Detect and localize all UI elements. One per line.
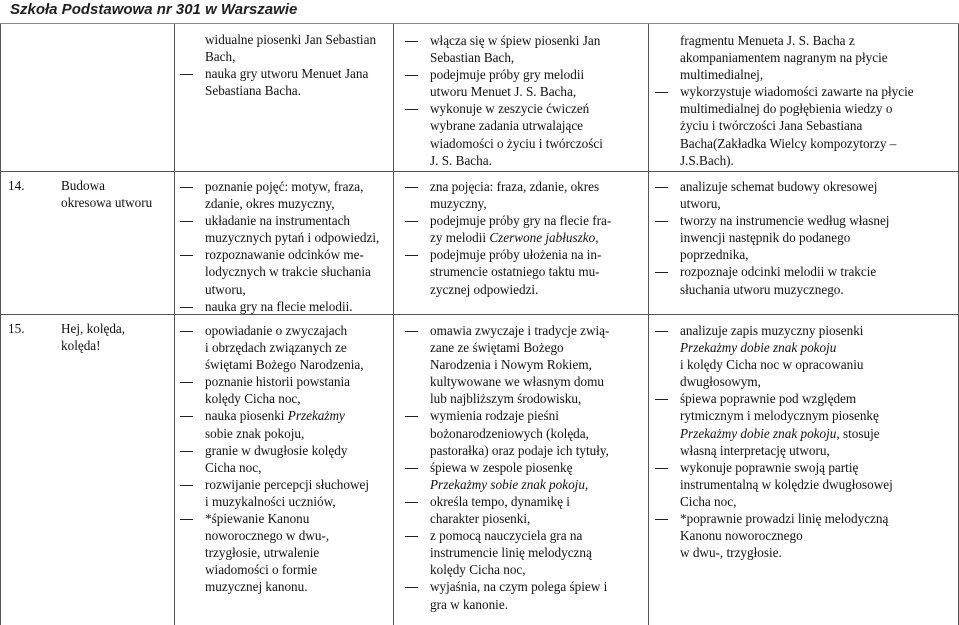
bullet-item xyxy=(180,373,369,390)
bullet-continuation xyxy=(405,152,603,169)
bullet-continuation xyxy=(405,263,611,280)
item-text: poznanie pojęć: motyw, fraza, xyxy=(205,179,364,194)
bullet-continuation xyxy=(405,442,609,459)
item-text: muzycznych pytań i odpowiedzi, xyxy=(205,230,380,246)
item-text-after: , stosuje xyxy=(836,425,880,441)
item-text: instrumencie linię melodyczną xyxy=(430,545,592,561)
item-text: charakter piosenki, xyxy=(430,511,531,527)
item-text: tworzy na instrumencie według własnej xyxy=(680,213,890,229)
item-text: Bach, xyxy=(205,49,236,65)
header-rule xyxy=(0,23,959,24)
item-text: *poprawnie prowadzi linię melodyczną xyxy=(680,511,889,527)
bullet-continuation xyxy=(655,49,914,66)
bullet-item xyxy=(180,298,379,315)
item-text: analizuje zapis muzyczny piosenki xyxy=(680,323,864,338)
bullet-continuation xyxy=(180,459,369,476)
item-text: podejmuje próby gry na flecie fra- xyxy=(430,213,612,229)
bullet-continuation xyxy=(655,407,893,424)
bullet-continuation xyxy=(405,476,609,493)
bullet-item xyxy=(180,212,379,229)
item-text: multimedialnej, xyxy=(680,67,764,83)
row2-col3 xyxy=(405,322,609,613)
bullet-item xyxy=(655,510,893,527)
item-text: Bacha(Zakładka Wielcy kompozytorzy – xyxy=(680,135,897,151)
bullet-item xyxy=(405,322,609,339)
item-text: lodycznych w trakcie słuchania xyxy=(205,264,371,280)
item-text: rozwijanie percepcji słuchowej xyxy=(205,476,370,492)
italic-title: Czerwone jabłuszko xyxy=(489,230,596,246)
item-text: słuchania utworu muzycznego. xyxy=(680,281,844,297)
item-text: inwencji następnik do podanego xyxy=(680,230,851,246)
bullet-continuation xyxy=(180,339,369,356)
item-text: pastorałka) oraz podaje ich tytuły, xyxy=(430,442,609,458)
item-text: wykorzystuje wiadomości zawarte na płycie xyxy=(680,84,914,100)
bullet-continuation xyxy=(180,356,369,373)
bullet-continuation xyxy=(180,561,369,578)
bullet-continuation xyxy=(655,339,893,356)
bullet-continuation xyxy=(405,195,611,212)
bullet-continuation xyxy=(180,31,376,48)
bullet-continuation xyxy=(405,373,609,390)
item-text: Cicha noc, xyxy=(680,493,737,509)
bullet-continuation xyxy=(655,117,914,134)
bullet-item xyxy=(405,32,603,49)
item-text: z pomocą nauczyciela gra na xyxy=(430,528,583,544)
bullet-continuation xyxy=(180,390,369,407)
item-text: utworu, xyxy=(680,196,721,212)
item-text: trzygłosie, utrwalenie xyxy=(205,545,320,561)
bullet-continuation xyxy=(180,425,369,442)
bullet-continuation xyxy=(180,195,379,212)
item-text: świętami Bożego Narodzenia, xyxy=(205,357,364,373)
item-text: noworocznego w dwu-, xyxy=(205,528,330,544)
item-text: kultywowane we własnym domu xyxy=(430,374,604,390)
item-text: omawia zwyczaje i tradycje zwią- xyxy=(430,323,610,338)
item-text: poprzednika, xyxy=(680,247,749,263)
item-text: utworu Menuet J. S. Bacha, xyxy=(430,84,577,100)
item-text: gra w kanonie. xyxy=(430,596,508,612)
table-column-divider xyxy=(648,24,649,625)
item-text: dwugłosowym, xyxy=(680,374,761,390)
italic-title: Przekażmy xyxy=(287,408,345,424)
page-header-title: Szkoła Podstawowa nr 301 w Warszawie xyxy=(10,1,298,18)
item-text: lub najbliższym środowisku, xyxy=(430,391,582,407)
row2-col2 xyxy=(180,322,369,596)
italic-title: Przekażmy sobie znak pokoju xyxy=(430,476,585,492)
bullet-continuation xyxy=(405,135,603,152)
row1-col3 xyxy=(405,178,611,298)
bullet-continuation xyxy=(405,510,609,527)
bullet-continuation xyxy=(655,356,893,373)
bullet-continuation xyxy=(405,49,603,66)
item-text: nauka gry na flecie melodii. xyxy=(205,298,353,314)
bullet-item xyxy=(405,527,609,544)
topic-line: Budowa xyxy=(61,178,105,193)
bullet-item xyxy=(655,390,893,407)
row0-col2 xyxy=(180,31,376,99)
row2-number: 15. xyxy=(8,321,25,336)
bullet-item xyxy=(180,322,369,339)
bullet-item xyxy=(405,212,611,229)
bullet-continuation xyxy=(655,100,914,117)
bullet-item xyxy=(655,178,889,195)
bullet-item xyxy=(655,263,889,280)
bullet-continuation xyxy=(405,596,609,613)
bullet-continuation xyxy=(655,195,889,212)
item-text: rytmicznym i melodycznym piosenkę xyxy=(680,408,879,424)
row1-col4 xyxy=(655,178,889,298)
item-text: podejmuje próby gry melodii xyxy=(430,67,585,83)
item-text: zy melodii xyxy=(430,230,490,246)
item-text: i muzykalności uczniów, xyxy=(205,493,336,509)
table-row-divider xyxy=(0,171,959,172)
item-text: Kanonu noworocznego xyxy=(680,528,803,544)
bullet-continuation xyxy=(655,32,914,49)
item-text: wykonuje w zeszycie ćwiczeń xyxy=(430,101,590,117)
table-column-divider xyxy=(174,24,175,625)
item-text: wykonuje poprawnie swoją partię xyxy=(680,459,859,475)
item-text: wybrane zadania utrwalające xyxy=(430,118,584,134)
bullet-continuation xyxy=(405,356,609,373)
item-text: akompaniamentem nagranym na płycie xyxy=(680,50,888,66)
item-text: kolędy Cicha noc, xyxy=(430,562,526,578)
bullet-continuation xyxy=(655,476,893,493)
item-text: własną interpretację utworu, xyxy=(680,442,830,458)
item-text: wymienia rodzaje pieśni xyxy=(430,408,559,424)
bullet-continuation xyxy=(180,544,369,561)
item-text: śpiewa poprawnie pod względem xyxy=(680,391,857,407)
item-text: zna pojęcia: fraza, zdanie, okres xyxy=(430,179,600,194)
item-text: fragmentu Menueta J. S. Bacha z xyxy=(680,33,855,48)
item-text: Sebastian Bach, xyxy=(430,50,515,66)
bullet-continuation xyxy=(180,229,379,246)
item-text: bożonarodzeniowych (kolęda, xyxy=(430,425,589,441)
row0-col4 xyxy=(655,32,914,169)
row1-col2 xyxy=(180,178,379,315)
item-text: życiu i twórczości Jana Sebastiana xyxy=(680,118,863,134)
bullet-continuation xyxy=(405,390,609,407)
bullet-item xyxy=(405,66,603,83)
bullet-item xyxy=(180,476,369,493)
row1-number: 14. xyxy=(8,178,25,193)
bullet-continuation xyxy=(655,373,893,390)
item-text: muzyczny, xyxy=(430,196,487,212)
item-text: strumencie ostatniego taktu mu- xyxy=(430,264,600,280)
item-text: kolędy Cicha noc, xyxy=(205,391,301,407)
bullet-item xyxy=(405,246,611,263)
bullet-item xyxy=(405,578,609,595)
bullet-continuation xyxy=(405,281,611,298)
item-text: i kolędy Cicha noc w opracowaniu xyxy=(680,357,864,373)
bullet-continuation xyxy=(655,66,914,83)
item-text: Narodzenia i Nowym Rokiem, xyxy=(430,357,592,373)
italic-title: Przekażmy dobie znak pokoju xyxy=(680,425,837,441)
bullet-item xyxy=(180,510,369,527)
item-text: podejmuje próby ułożenia na in- xyxy=(430,247,602,263)
table-column-divider xyxy=(393,24,394,625)
bullet-continuation xyxy=(655,425,893,442)
item-text: i obrzędach związanych ze xyxy=(205,340,347,356)
row2-col4 xyxy=(655,322,893,561)
bullet-continuation xyxy=(180,48,376,65)
item-text: układanie na instrumentach xyxy=(205,213,351,229)
bullet-item xyxy=(655,83,914,100)
bullet-continuation xyxy=(655,544,893,561)
topic-line: kolęda! xyxy=(61,338,101,354)
bullet-continuation xyxy=(405,229,611,246)
bullet-item xyxy=(405,178,611,195)
row2-topic xyxy=(61,320,125,354)
item-text: widualne piosenki Jan Sebastian xyxy=(205,32,377,47)
item-text: nauka piosenki xyxy=(205,408,288,424)
bullet-continuation xyxy=(180,281,379,298)
bullet-continuation xyxy=(180,578,369,595)
topic-line: Hej, kolęda, xyxy=(61,321,126,336)
bullet-continuation xyxy=(655,135,914,152)
bullet-item xyxy=(655,322,893,339)
bullet-item xyxy=(405,100,603,117)
bullet-item xyxy=(180,442,369,459)
item-text: nauka gry utworu Menuet Jana xyxy=(205,66,369,82)
item-text: Sebastiana Bacha. xyxy=(205,83,301,99)
bullet-continuation xyxy=(405,561,609,578)
bullet-continuation xyxy=(180,493,369,510)
item-text: multimedialnej do pogłębienia wiedzy o xyxy=(680,101,893,117)
item-text: rozpoznaje odcinki melodii w trakcie xyxy=(680,264,877,280)
row0-col3 xyxy=(405,32,603,169)
bullet-item xyxy=(180,65,376,82)
bullet-continuation xyxy=(655,493,893,510)
bullet-item xyxy=(180,246,379,263)
bullet-item xyxy=(405,459,609,476)
bullet-item xyxy=(180,178,379,195)
bullet-continuation xyxy=(405,544,609,561)
table-row-divider xyxy=(0,314,959,315)
bullet-item xyxy=(405,407,609,424)
bullet-continuation xyxy=(655,527,893,544)
italic-title: Przekażmy dobie znak pokoju xyxy=(680,340,837,356)
item-text: muzycznej kanonu. xyxy=(205,579,308,595)
item-text-after: , xyxy=(584,476,589,492)
bullet-item xyxy=(655,459,893,476)
item-text: wiadomości o życiu i twórczości xyxy=(430,135,603,151)
item-text: wyjaśnia, na czym polega śpiew i xyxy=(430,579,608,595)
item-text: J.S.Bach). xyxy=(680,152,734,168)
item-text: w dwu-, trzygłosie. xyxy=(680,545,782,561)
bullet-item xyxy=(655,212,889,229)
bullet-continuation xyxy=(655,442,893,459)
bullet-continuation xyxy=(655,229,889,246)
bullet-continuation xyxy=(180,527,369,544)
bullet-continuation xyxy=(405,339,609,356)
bullet-continuation xyxy=(405,83,603,100)
bullet-continuation xyxy=(655,246,889,263)
item-text: wiadomości o formie xyxy=(205,562,318,578)
item-text: rozpoznawanie odcinków me- xyxy=(205,247,364,263)
bullet-continuation xyxy=(655,281,889,298)
bullet-continuation xyxy=(180,82,376,99)
bullet-continuation xyxy=(405,117,603,134)
bullet-item xyxy=(180,407,369,424)
item-text: J. S. Bacha. xyxy=(430,152,492,168)
item-text: Cicha noc, xyxy=(205,459,262,475)
item-text: poznanie historii powstania xyxy=(205,374,351,390)
item-text: sobie znak pokoju, xyxy=(205,425,305,441)
item-text: opowiadanie o zwyczajach xyxy=(205,323,348,338)
bullet-continuation xyxy=(655,152,914,169)
bullet-item xyxy=(405,493,609,510)
item-text: instrumentalną w kolędzie dwugłosowej xyxy=(680,476,893,492)
item-text: granie w dwugłosie kolędy xyxy=(205,442,348,458)
item-text: zycznej odpowiedzi. xyxy=(430,281,539,297)
item-text-after: , xyxy=(595,230,599,246)
table-border-left xyxy=(0,24,1,625)
item-text: śpiewa w zespole piosenkę xyxy=(430,459,573,475)
item-text: *śpiewanie Kanonu xyxy=(205,511,310,527)
item-text: zdanie, okres muzyczny, xyxy=(205,196,335,212)
bullet-continuation xyxy=(180,263,379,280)
item-text: zane ze świętami Bożego xyxy=(430,340,564,356)
item-text: utworu, xyxy=(205,281,246,297)
item-text: określa tempo, dynamikę i xyxy=(430,493,570,509)
bullet-continuation xyxy=(405,425,609,442)
topic-line: okresowa utworu xyxy=(61,195,153,211)
row1-topic xyxy=(61,177,152,211)
item-text: analizuje schemat budowy okresowej xyxy=(680,179,878,194)
item-text: włącza się w śpiew piosenki Jan xyxy=(430,33,601,48)
